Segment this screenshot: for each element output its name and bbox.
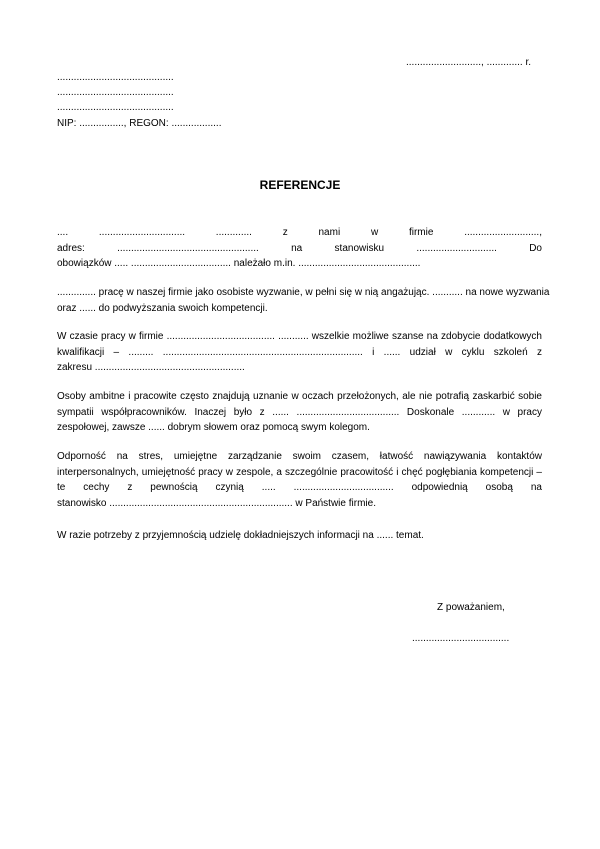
- paragraph-line: oraz ...... do podwyższania swoich kompetencji.: [57, 302, 268, 314]
- sender-line-3: ..........................................: [57, 102, 174, 113]
- closing-phrase: Z poważaniem,: [437, 602, 505, 613]
- signature-line: ...................................: [412, 633, 510, 644]
- sender-line-1: ..........................................: [57, 72, 174, 83]
- paragraph-line: W razie potrzeby z przyjemnością udzielę dokładniejszych informacji na ...... temat.: [57, 530, 424, 541]
- place-date-line: ..........................., ............. r.: [406, 57, 532, 68]
- paragraph-line: obowiązków ..... .................................... należało m.in. ............................................: [57, 258, 421, 269]
- paragraph-line: .... ............................... ............. z nami w firmie ...........................,: [57, 227, 542, 238]
- paragraph-employment: [57, 225, 542, 272]
- sender-line-2: ..........................................: [57, 87, 174, 98]
- paragraph-line: zakresu ......................................................: [57, 362, 245, 373]
- paragraph-qualifications: [57, 329, 542, 376]
- paragraph-line: te cechy z pewnością czynią ..... .................................... odpowiednią osobą na: [57, 482, 542, 493]
- paragraph-line: kwalifikacji – ......... ........................................................................ i ...... udział w cyklu szkoleń z: [57, 346, 542, 358]
- paragraph-line: zespołowej, zawsze ...... dobrym słowem oraz pomocą swym kolegom.: [57, 422, 370, 433]
- paragraph-line: stanowisko .................................................................. w Państwie firmie.: [57, 497, 376, 509]
- paragraph-line: interpersonalnych, umiejętność pracy w zespole, a szczególnie pracowitość i chęć pogłębiania kompetencji –: [57, 466, 542, 478]
- paragraph-line: W czasie pracy w firmie ....................................... ........... wszelkie możliwe szanse na zdobycie dodatkowych: [57, 331, 542, 342]
- document-title: REFERENCJE: [259, 178, 341, 192]
- sender-nip-regon: NIP: ................, REGON: ..................: [57, 118, 222, 129]
- paragraph-attitude: [57, 285, 550, 316]
- paragraph-line: sympatii współpracowników. Inaczej było z ...... ..................................... Doskonale ............ w pracy: [57, 406, 542, 418]
- paragraph-traits: [57, 449, 542, 511]
- paragraph-line: .............. pracę w naszej firmie jako osobiste wyzwanie, w pełni się w nią angażując. ........... na nowe wyzwania: [57, 287, 550, 298]
- paragraph-line: Osoby ambitne i pracowite często znajdują uznanie w oczach przełożonych, ale nie potrafią zaskarbić sobie: [57, 391, 542, 402]
- paragraph-line: adres: ................................................... na stanowisku ............................. Do: [57, 242, 542, 254]
- paragraph-teamwork: [57, 389, 542, 436]
- paragraph-line: Odporność na stres, umiejętne zarządzanie swoim czasem, łatwość nawiązywania kontaktów: [57, 451, 542, 462]
- paragraph-contact: [57, 528, 542, 544]
